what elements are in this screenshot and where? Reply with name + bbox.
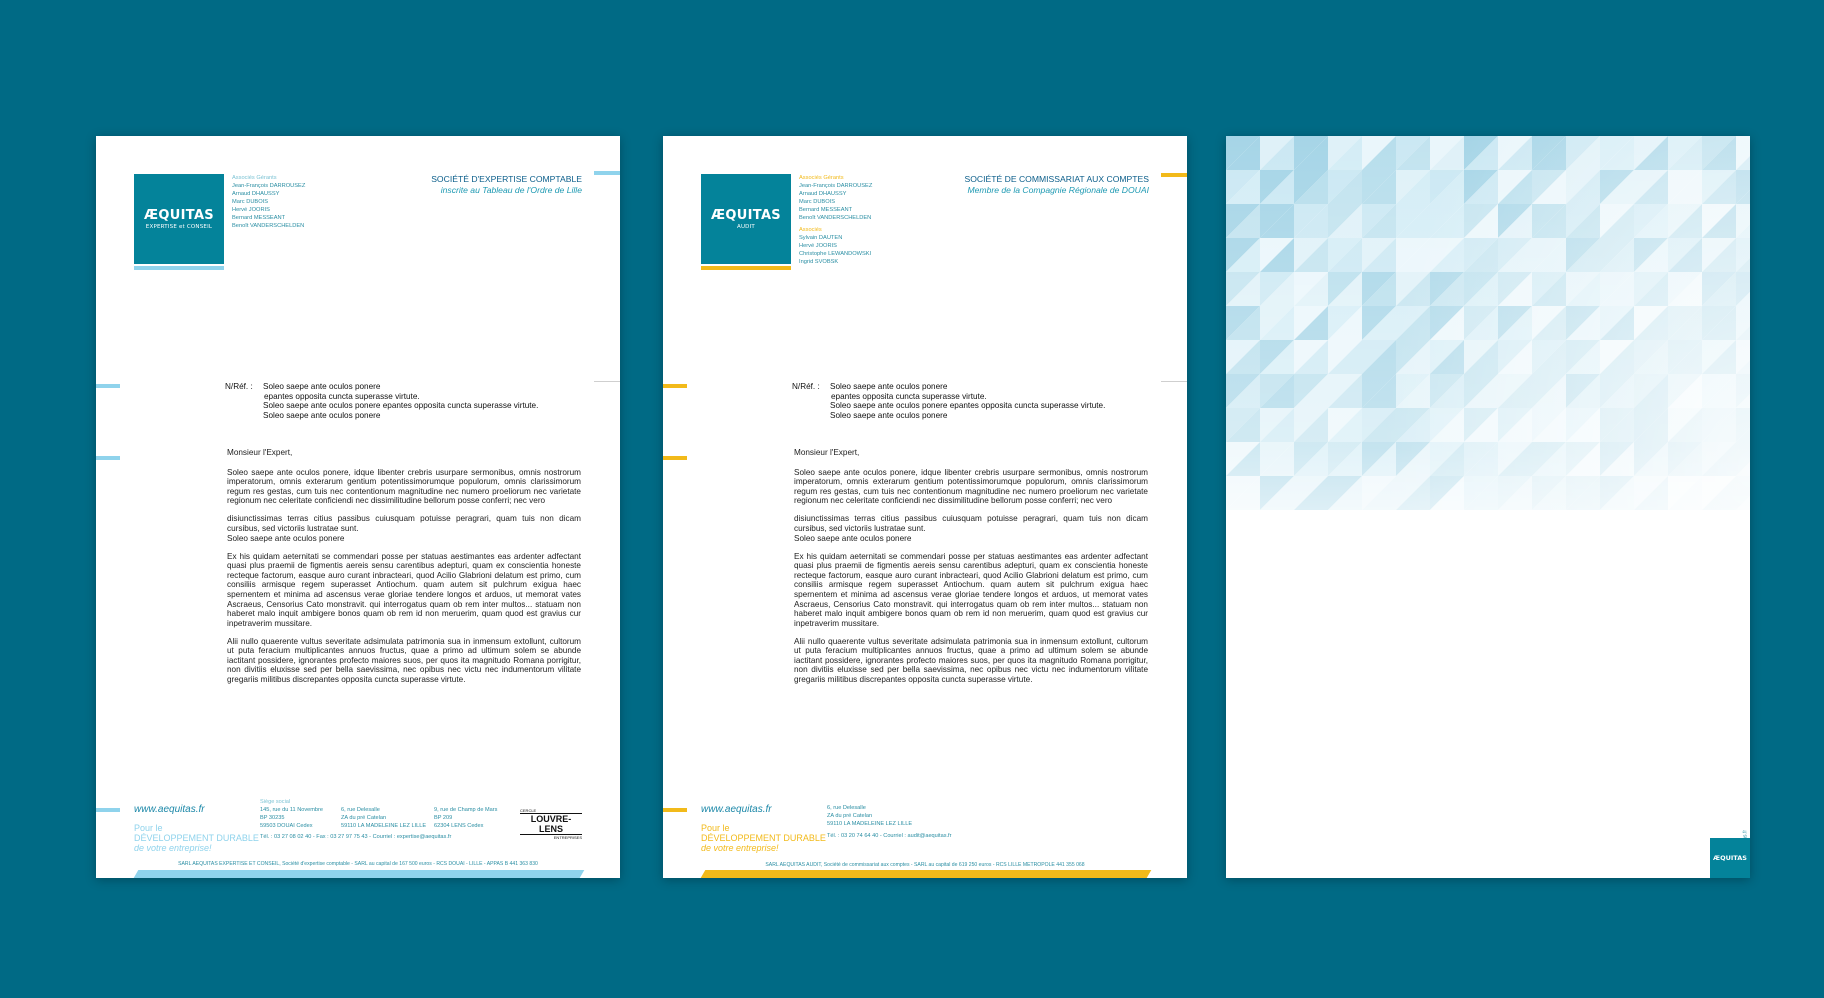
paragraph: disiunctissimas terras citius passibus cuiusquam potuisse peragrari, quam tuis non dicam cursibus, sed victoriis lustratae sunt. Soleo saepe ante oculos ponere — [227, 514, 581, 543]
louvre-name: LOUVRE-LENS — [520, 813, 582, 835]
reference-line: epantes opposita cuncta superasse virtute. — [831, 391, 987, 401]
paragraph: Ex his quidam aeternitati se commendari posse per statuas aestimantes eas ardenter adfectant quasi plus praemii de figmentis aereis sensu carentibus adepturi, quam ex conscientia honeste recteque factorum, easque auro curant inbracteari, quod Acilio Glabrioni delatum est primo, cum consiliis armisque regem superasset Antiochum. quam autem sit pulchrum exigua haec spernentem et minima ad ascensus verae gloriae tendere longos et arduos, ut memorat vates Ascraeus, Censorius Cato monstravit. qui interrogatus quam ob rem inter multos... statuam non haberet malo inquit ambigere bonos quam ob rem id non meruerim, quam quod est gravius cur inpetraverim mussitare. — [227, 551, 581, 628]
partner-header: Associés Gérants — [799, 175, 844, 181]
louvre-pre: CERCLE — [520, 808, 537, 813]
legal-line: SARL AEQUITAS AUDIT, Société de commissariat aux comptes - SARL au capital de 619 250 euros - RCS LILLE METROPOLE 441 355 068 — [765, 862, 1085, 868]
website-link[interactable]: www.aequitas.fr — [134, 804, 205, 815]
footer-bar — [701, 870, 1152, 878]
address-header: Siège social — [260, 799, 291, 805]
salutation: Monsieur l'Expert, — [227, 448, 293, 457]
associates-header: Associés — [799, 227, 822, 233]
partner-name: Arnaud DHAUSSY — [232, 191, 280, 197]
company-tagline — [965, 174, 1149, 196]
address-line: 59503 DOUAI Cedex — [260, 823, 313, 829]
associate-name: Christophe LEWANDOWSKI — [799, 251, 872, 257]
slogan-line: Pour le — [701, 823, 730, 833]
louvre-lens-logo — [520, 808, 582, 840]
address-madeleine — [827, 804, 912, 828]
tagline-sub: inscrite au Tableau de l'Ordre de Lille — [440, 185, 582, 195]
salutation: Monsieur l'Expert, — [794, 448, 860, 457]
partner-name: Marc DUBOIS — [232, 199, 269, 205]
paragraph: Alii nullo quaerente vultus severitate adsimulata patrimonia sua in inmensum extollunt, cultorum ut puta feracium multiplicantes annuos fructus, quae a primo ad ultimum solem se abunde iactitant possidere, ignorantes profecto maiores suos, per quos ita magnitudo Romana porrigitur, non divitiis eluxisse sed per bella saevissima, nec opibus nec victu nec indumentorum vilitate gregariis militibus discrepantes opposita cuncta superasse virtute. — [794, 636, 1148, 685]
tagline-main: SOCIÉTÉ D'EXPERTISE COMPTABLE — [431, 174, 582, 184]
logo-name: ÆQUITAS — [144, 208, 214, 223]
partner-name: Arnaud DHAUSSY — [799, 191, 847, 197]
associate-name: Ingrid SVOBSK — [799, 259, 839, 265]
slogan — [134, 823, 259, 853]
address-line: BP 30235 — [260, 815, 285, 821]
company-tagline — [431, 174, 582, 196]
footer-bar — [134, 870, 585, 878]
logo-sub: EXPERTISE et CONSEIL — [145, 224, 213, 230]
contact-line: Tél. : 03 20 74 64 40 - Courriel : audit@aequitas.fr — [827, 833, 952, 839]
reference-line: epantes opposita cuncta superasse virtute. — [264, 391, 420, 401]
slogan-line: de votre entreprise! — [134, 843, 212, 853]
footer-left-tick — [96, 808, 120, 812]
address-line: 6, rue Delesalle — [341, 807, 380, 813]
reference-line: Soleo saepe ante oculos ponere — [263, 382, 381, 391]
header-right-tick — [1161, 173, 1187, 177]
address-line: 6, rue Delesalle — [827, 805, 866, 811]
address-line: 59110 LA MADELEINE LEZ LILLE — [827, 821, 913, 827]
letterhead-back — [1226, 136, 1750, 878]
partner-header: Associés Gérants — [232, 175, 277, 181]
letter-body — [227, 448, 581, 693]
fold-mark-middle — [663, 456, 687, 460]
associate-name: Sylvain DAUTEN — [799, 235, 843, 241]
paragraph: Soleo saepe ante oculos ponere, idque libenter crebris usurpare sermonibus, omnis nostrorum imperatorum, omnis exterarum gentium potentissimorumque populorum, omnis clarissimorum regum res gestas, cum tuis nec contentionum magnitudine nec numero proeliorum nec varietate regionum nec celeritate conficiendi nec dissimilitudine bellorum posse conferri; nec vero — [227, 467, 581, 506]
partner-name: Benoît VANDERSCHELDEN — [799, 215, 872, 221]
aequitas-logo — [134, 174, 224, 264]
reference-line: Soleo saepe ante oculos ponere — [830, 410, 948, 420]
address-line: 62304 LENS Cedex — [434, 823, 484, 829]
letterhead-audit — [663, 136, 1187, 878]
slogan-line: DÉVELOPPEMENT DURABLE — [701, 833, 826, 843]
logo-underline — [701, 266, 791, 270]
address-line: 59110 LA MADELEINE LEZ LILLE — [341, 823, 427, 829]
header-right-tick — [594, 171, 620, 175]
address-line: BP 209 — [434, 815, 453, 821]
address-line: 9, rue de Champ de Mars — [434, 807, 498, 813]
reference-line: Soleo saepe ante oculos ponere — [263, 410, 381, 420]
louvre-post: ENTREPRISES — [553, 835, 582, 840]
logo-name: ÆQUITAS — [711, 208, 781, 223]
fold-mark-top — [96, 384, 120, 388]
slogan-line: Pour le — [134, 823, 163, 833]
reference-label: N/Réf. : — [792, 382, 820, 391]
logo-sub: AUDIT — [736, 224, 755, 230]
slogan-line: de votre entreprise! — [701, 843, 779, 853]
right-margin-mark — [594, 381, 620, 382]
reference-line: Soleo saepe ante oculos ponere epantes opposita cuncta superasse virtute. — [263, 401, 539, 410]
slogan-line: DÉVELOPPEMENT DURABLE — [134, 833, 259, 843]
fold-mark-middle — [96, 456, 120, 460]
right-margin-mark — [1161, 381, 1187, 382]
address-lens — [434, 806, 497, 830]
paragraph: Alii nullo quaerente vultus severitate adsimulata patrimonia sua in inmensum extollunt, cultorum ut puta feracium multiplicantes annuos fructus, quae a primo ad ultimum solem se abunde iactitant possidere, ignorantes profecto maiores suos, per quos ita magnitudo Romana porrigitur, non divitiis eluxisse sed per bella saevissima, nec opibus nec victu nec indumentorum vilitate gregariis militibus discrepantes opposita cuncta superasse virtute. — [227, 636, 581, 685]
letterhead-expertise — [96, 136, 620, 878]
partner-name: Bernard MESSEANT — [799, 207, 853, 213]
fold-mark-top — [663, 384, 687, 388]
paragraph: Ex his quidam aeternitati se commendari posse per statuas aestimantes eas ardenter adfectant quasi plus praemii de figmentis aereis sensu carentibus adepturi, quam ex conscientia honeste recteque factorum, easque auro curant inbracteari, quod Acilio Glabrioni delatum est primo, cum consiliis armisque regem superasset Antiochum. quam autem sit pulchrum exigua haec spernentem et minima ad ascensus verae gloriae tendere longos et arduos, ut memorat vates Ascraeus, Censorius Cato monstravit. qui interrogatus quam ob rem inter multos... statuam non haberet malo inquit ambigere bonos quam ob rem id non meruerim, quam quod est gravius cur inpetraverim mussitare. — [794, 551, 1148, 628]
paragraph: Soleo saepe ante oculos ponere, idque libenter crebris usurpare sermonibus, omnis nostrorum imperatorum, omnis exterarum gentium potentissimorumque populorum, omnis clarissimorum regum res gestas, cum tuis nec contentionum magnitudine nec numero proeliorum nec varietate regionum nec celeritate conficiendi nec dissimilitudine bellorum posse conferri; nec vero — [794, 467, 1148, 506]
tagline-main: SOCIÉTÉ DE COMMISSARIAT AUX COMPTES — [964, 174, 1149, 184]
address-line: ZA du pré Catelan — [827, 813, 873, 819]
paragraph: disiunctissimas terras citius passibus cuiusquam potuisse peragrari, quam tuis non dicam cursibus, sed victoriis lustratae sunt. Soleo saepe ante oculos ponere — [794, 514, 1148, 543]
footer-left-tick — [663, 808, 687, 812]
aequitas-logo — [701, 174, 791, 264]
partner-name: Jean-François DARROUSEZ — [232, 183, 306, 189]
logo-underline — [134, 266, 224, 270]
address-line: ZA du pré Catelan — [341, 815, 387, 821]
geometric-pattern — [1226, 136, 1750, 878]
partner-list — [232, 174, 305, 230]
reference-label: N/Réf. : — [225, 382, 253, 391]
address-douai — [260, 798, 323, 830]
partner-list — [799, 174, 872, 266]
reference-line: Soleo saepe ante oculos ponere epantes opposita cuncta superasse virtute. — [830, 401, 1106, 410]
tagline-sub: Membre de la Compagnie Régionale de DOUAI — [967, 185, 1149, 195]
address-madeleine — [341, 806, 426, 830]
partner-name: Bernard MESSEANT — [232, 215, 286, 221]
associate-name: Hervé JOORIS — [799, 243, 837, 249]
slogan — [701, 823, 826, 853]
website-link[interactable]: www.aequitas.fr — [701, 804, 772, 815]
partner-name: Hervé JOORIS — [232, 207, 270, 213]
reference-line: Soleo saepe ante oculos ponere — [830, 382, 948, 391]
corner-logo: ÆQUITAS — [1710, 838, 1750, 878]
partner-name: Jean-François DARROUSEZ — [799, 183, 873, 189]
letter-body — [794, 448, 1148, 693]
address-line: 145, rue du 11 Novembre — [260, 807, 324, 813]
contact-line: Tél. : 03 27 08 02 40 - Fax : 03 27 97 75 43 - Courriel : expertise@aequitas.fr — [260, 834, 452, 840]
partner-name: Benoît VANDERSCHELDEN — [232, 223, 305, 229]
legal-line: SARL AEQUITAS EXPERTISE ET CONSEIL, Société d'expertise comptable - SARL au capital de 167 500 euros - RCS DOUAI - LILLE - APPAS B 441 363 830 — [178, 861, 538, 867]
partner-name: Marc DUBOIS — [799, 199, 836, 205]
